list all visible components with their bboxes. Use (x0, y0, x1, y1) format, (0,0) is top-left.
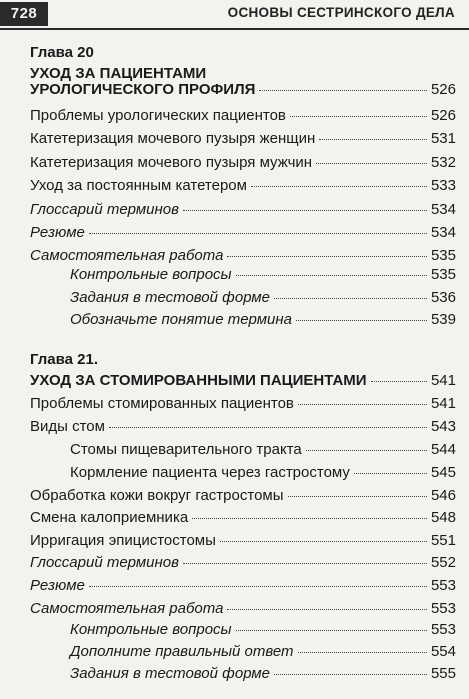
leader-dots (183, 210, 427, 211)
leader-dots (89, 586, 427, 587)
toc-entry[interactable] (30, 509, 456, 526)
toc-entry[interactable] (30, 130, 456, 147)
toc-entry[interactable] (30, 201, 456, 218)
entry-title: Задания в тестовой форме (70, 665, 270, 682)
page-ref: 545 (430, 464, 456, 481)
leader-dots (109, 427, 427, 428)
toc-entry[interactable] (30, 600, 456, 617)
leader-dots (274, 298, 427, 299)
page-ref: 553 (430, 577, 456, 594)
entry-title: Ирригация эпицистостомы (30, 532, 216, 549)
leader-dots (298, 652, 427, 653)
page-ref: 535 (430, 266, 456, 283)
toc-entry[interactable] (30, 247, 456, 264)
chapter-21-title: УХОД ЗА СТОМИРОВАННЫМИ ПАЦИЕНТАМИ (30, 372, 367, 389)
entry-title: Проблемы стомированных пациентов (30, 395, 294, 412)
page-ref: 539 (430, 311, 456, 328)
toc-subentry[interactable] (70, 464, 456, 481)
page-ref: 548 (430, 509, 456, 526)
entry-title: Проблемы урологических пациентов (30, 107, 286, 124)
entry-title: Смена калоприемника (30, 509, 189, 526)
page-ref: 554 (430, 643, 456, 660)
page-ref: 541 (430, 395, 456, 412)
entry-title: Контрольные вопросы (70, 266, 232, 283)
page-ref: 546 (430, 487, 456, 504)
page-ref: 526 (430, 107, 456, 124)
page-ref: 531 (430, 130, 456, 147)
toc-subentry[interactable] (70, 311, 456, 328)
toc-subentry[interactable] (70, 266, 456, 283)
toc-entry[interactable] (30, 577, 456, 594)
leader-dots (227, 256, 427, 257)
entry-title: Стомы пищеварительного тракта (70, 441, 302, 458)
header-rule (0, 28, 469, 30)
toc-entry[interactable] (30, 154, 456, 171)
leader-dots (251, 186, 427, 187)
entry-title: Глоссарий терминов (30, 201, 179, 218)
leader-dots (192, 518, 427, 519)
leader-dots (288, 496, 427, 497)
toc-entry[interactable] (30, 554, 456, 571)
entry-title: Дополните правильный ответ (70, 643, 294, 660)
page-ref: 532 (430, 154, 456, 171)
entry-title: Катетеризация мочевого пузыря мужчин (30, 154, 313, 171)
chapter-20-title-row[interactable] (30, 81, 456, 98)
toc-entry[interactable] (30, 107, 456, 124)
toc-entry[interactable] (30, 395, 456, 412)
chapter-20-title-line1: УХОД ЗА ПАЦИЕНТАМИ (30, 65, 207, 82)
leader-dots (227, 609, 427, 610)
page-ref: 553 (430, 621, 456, 638)
toc-subentry[interactable] (70, 665, 456, 682)
running-title: ОСНОВЫ СЕСТРИНСКОГО ДЕЛА (227, 5, 455, 20)
page-ref: 551 (430, 532, 456, 549)
page-ref: 534 (430, 201, 456, 218)
page-ref: 555 (430, 665, 456, 682)
page-ref: 536 (430, 289, 456, 306)
leader-dots (306, 450, 427, 451)
entry-title: Виды стом (30, 418, 105, 435)
entry-title: Обработка кожи вокруг гастростомы (30, 487, 284, 504)
page-ref: 543 (430, 418, 456, 435)
page-ref: 541 (430, 372, 456, 389)
toc-entry[interactable] (30, 418, 456, 435)
leader-dots (296, 320, 427, 321)
page-ref: 526 (430, 81, 456, 98)
toc-entry[interactable] (30, 487, 456, 504)
leader-dots (316, 163, 427, 164)
page-ref: 533 (430, 177, 456, 194)
entry-title: Обозначьте понятие термина (70, 311, 292, 328)
chapter-21-title-row[interactable] (30, 372, 456, 389)
entry-title: Глоссарий терминов (30, 554, 179, 571)
toc-subentry[interactable] (70, 621, 456, 638)
leader-dots (220, 541, 427, 542)
page-ref: 534 (430, 224, 456, 241)
entry-title: Кормление пациента через гастростому (70, 464, 350, 481)
page-ref: 535 (430, 247, 456, 264)
leader-dots (354, 473, 427, 474)
entry-title: Уход за постоянным катетером (30, 177, 247, 194)
toc-subentry[interactable] (70, 643, 456, 660)
leader-dots (236, 630, 427, 631)
leader-dots (371, 381, 427, 382)
leader-dots (236, 275, 427, 276)
toc-entry[interactable] (30, 177, 456, 194)
page-ref: 553 (430, 600, 456, 617)
leader-dots (319, 139, 427, 140)
toc-entry[interactable] (30, 224, 456, 241)
chapter-21-label: Глава 21. (30, 351, 99, 368)
leader-dots (89, 233, 427, 234)
entry-title: Контрольные вопросы (70, 621, 232, 638)
chapter-20-title-line2: УРОЛОГИЧЕСКОГО ПРОФИЛЯ (30, 81, 256, 98)
page-ref: 544 (430, 441, 456, 458)
page-header (0, 0, 469, 30)
page-number: 728 (0, 2, 48, 26)
toc-subentry[interactable] (70, 441, 456, 458)
toc-subentry[interactable] (70, 289, 456, 306)
entry-title: Задания в тестовой форме (70, 289, 270, 306)
toc-entry[interactable] (30, 532, 456, 549)
leader-dots (183, 563, 427, 564)
entry-title: Самостоятельная работа (30, 600, 224, 617)
entry-title: Катетеризация мочевого пузыря женщин (30, 130, 316, 147)
entry-title: Самостоятельная работа (30, 247, 224, 264)
entry-title: Резюме (30, 577, 85, 594)
leader-dots (298, 404, 427, 405)
leader-dots (274, 674, 427, 675)
leader-dots (290, 116, 427, 117)
page-ref: 552 (430, 554, 456, 571)
chapter-20-label: Глава 20 (30, 44, 94, 61)
leader-dots (259, 90, 427, 91)
entry-title: Резюме (30, 224, 85, 241)
